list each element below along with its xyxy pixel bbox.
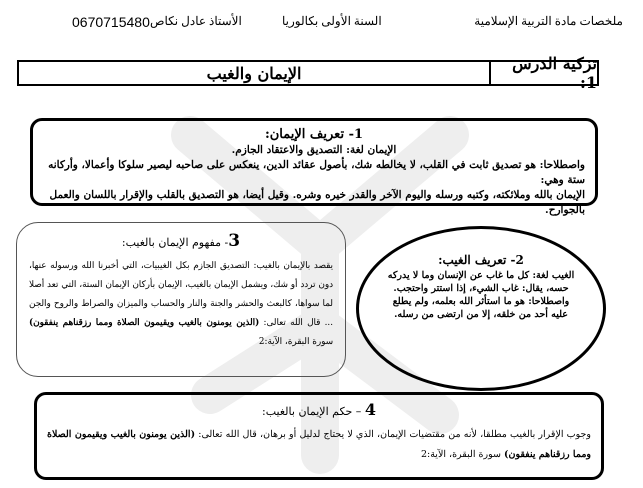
section3-body: يقصد بالإيمان بالغيب: التصديق الجازم بكل الغيبيات، التي أخبرنا الله ورسوله عنها، دون تردد أو شك، ويشمل الإيمان بالغيب، الإيمان بأركان الإيمان الستة، التي تعد أصلا لما سواها، كالبعث والحشر والجنة والنار والحساب والميزان والصراط والروح والجن ... قال الله تعالى: [29,261,334,328]
section3-number: 3 [228,231,241,251]
header-teacher: الأستاذ عادل نكاص [150,14,242,28]
lesson-label: تزكية الدرس 1: [489,62,597,84]
section1-linguistic: الإيمان لغة: التصديق والاعتقاد الجازم. [231,144,397,156]
lesson-title: الإيمان والغيب [206,63,302,83]
header-level: السنة الأولى بكالوريا [282,14,382,28]
section3-verse: (الذين يومنون بالغيب ويقيمون الصلاة ومما رزقناهم ينفقون) [29,318,260,328]
section4-number: 4 [364,400,376,419]
header-phone: 0670715480 [72,14,150,30]
section1-pillars: الإيمان بالله وملائكته، وكتبه ورسله واليوم الآخر والقدر خيره وشره. وقيل أيضا، هو التصديق بالقلب والإقرار باللسان والعمل بالجوارح. [49,189,585,216]
section3-heading: - مفهوم الإيمان بالغيب: [121,236,229,249]
section-faith-definition [30,118,598,216]
lesson-title-bar [17,54,599,92]
section4-body: وجوب الإقرار بالغيب مطلقا، لأنه من مقتضيات الإيمان، الذي لا يحتاج لدليل أو برهان، قال الله تعالى: [198,429,591,440]
section4-reference: سورة البقرة، الآية:2 [420,449,501,460]
section1-technical: واصطلاحا: هو تصديق ثابت في القلب، لا يخالطه شك، بأصول عقائد الدين، ينعكس على صاحبه ليصير سلوكا وأعمالا، وأركانه ستة وهي: [48,159,585,186]
section4-body-wrap [47,425,591,465]
section1-heading: 1- تعريف الإيمان: [264,127,364,142]
section4-heading: – حكم الإيمان بالغيب: [262,405,365,418]
section-faith-in-unseen-ruling [34,392,604,480]
section2-heading: 2- تعريف الغيب: [438,253,524,267]
section-faith-in-unseen-concept [16,222,346,377]
section3-reference: سورة البقرة، الآية:2 [258,337,333,347]
section3-heading-wrap [29,231,333,253]
section3-body-wrap [29,257,333,352]
header-notes: ملخصات مادة التربية الإسلامية [474,14,623,28]
section4-heading-wrap [47,401,591,421]
section2-technical: واصطلاحا: هو ما استأثر الله بعلمه، ولم يطلع عليه أحد من خلقه، إلا من ارتضى من رسله. [392,296,570,320]
section-unseen-definition [356,226,606,391]
section2-linguistic: الغيب لغة: كل ما غاب عن الإنسان وما لا يدركه حسه، يقال: غاب الشيء، إذا استتر واحتجب. [387,270,575,294]
section4-verse: (الذين يومنون بالغيب ويقيمون الصلاة ومما رزقناهم ينفقون) [47,429,591,460]
